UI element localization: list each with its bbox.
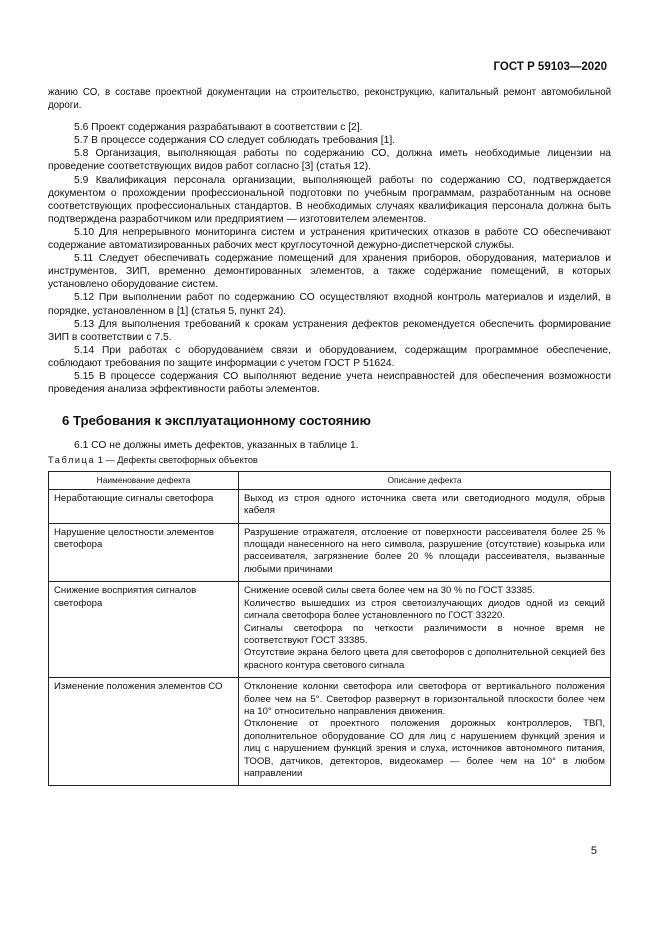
paragraph-6-1: 6.1 СО не должны иметь дефектов, указанных в таблице 1. — [74, 440, 359, 452]
paragraph-5-12: 5.12 При выполнении работ по содержанию СО осуществляют входной контроль материалов и изделий, в порядке, установленном в [1] (статья 5, пункт 24). — [48, 292, 611, 317]
description-line: Отклонение колонки светофора или светофора от вертикального положения более чем на 5°. Светофор развернут в горизонтальной плоскости более чем на 10° относительно направления движения. — [244, 681, 605, 717]
description-line: Сигналы светофора по четкости различимости в ночное время не соответствуют ГОСТ 33385. — [244, 622, 605, 646]
paragraph-5-11: 5.11 Следует обеспечивать содержание помещений для хранения приборов, оборудования, материалов и инструментов, ЗИП, временно демонтированных элементов, а также содержание помещений, в которых установлено оборудование систем. — [48, 253, 611, 291]
defect-description-cell: Разрушение отражателя, отслоение от поверхности рассеивателя более 25 % площади нанесенного на него символа, разрушение (отсутствие) козырька или рассеивателя, загрязнение более 20 % площади рассеивателя, вызванные любыми причинами — [239, 523, 611, 582]
paragraph-5-9: 5.9 Квалификация персонала организации, выполняющей работы по содержанию СО, подтверждается документом о прохождении профессиональной подготовки по учебным программам, разработанным на основе соответствующих профессиональных стандартов. В необходимых случаях квалификация персонала должна быть подтверждена разработчиком или предприятием — изготовителем элементов. — [48, 174, 611, 225]
description-line: Отклонение от проектного положения дорожных контроллеров, ТВП, дополнительное оборудование СО для лиц с нарушением функций зрения и лиц с нарушением функций зрения и слуха, источников автономного питания, ТООВ, датчиков, детекторов, видеокамер — более чем на 10° в любом направлении — [244, 718, 605, 779]
defect-name-cell: Снижение восприятия сигналов светофора — [49, 582, 239, 678]
defect-description-cell: Выход из строя одного источника света или светодиодного модуля, обрыв кабеля — [239, 489, 611, 523]
column-header-defect-description: Описание дефекта — [239, 472, 611, 489]
table-caption-title: 1 — Дефекты светофорных объектов — [95, 455, 258, 466]
defect-description-cell — [239, 678, 611, 786]
section-6-heading: 6 Требования к эксплуатационному состоянию — [62, 413, 371, 429]
document-code: ГОСТ Р 59103—2020 — [493, 61, 607, 73]
page-body — [48, 86, 611, 786]
table-caption-word: Таблица — [48, 455, 96, 466]
paragraph-5-13: 5.13 Для выполнения требований к срокам устранения дефектов рекомендуется обеспечить формирование ЗИП в соответствии с 7.5. — [48, 318, 611, 343]
table-row — [49, 678, 611, 786]
defect-name-cell: Изменение положения элементов СО — [49, 678, 239, 786]
column-header-defect-name: Наименование дефекта — [49, 472, 239, 489]
continued-paragraph: жанию СО, в составе проектной документации на строительство, реконструкцию, капитальный ремонт автомобильной дороги. — [48, 87, 611, 112]
paragraph-5-14: 5.14 При работах с оборудованием связи и оборудованием, содержащим программное обеспечение, соблюдают требования по защите информации с учетом ГОСТ Р 51624. — [48, 344, 611, 369]
table-row — [49, 489, 611, 523]
page-number: 5 — [590, 845, 597, 857]
paragraph-5-10: 5.10 Для непрерывного мониторинга систем и устранения критических отказов в работе СО обеспечивают содержание автоматизированных рабочих мест круглосуточной дежурно-диспетчерской службы. — [48, 226, 611, 252]
description-line: Отсутствие экрана белого цвета для светофоров с дополнительной секцией без красного контура светового сигнала — [244, 647, 605, 671]
defect-name-cell: Неработающие сигналы светофора — [49, 489, 239, 523]
paragraph-5-7: 5.7 В процессе содержания СО следует соблюдать требования [1]. — [74, 135, 396, 147]
defect-description-cell — [239, 582, 611, 678]
defect-name-cell: Нарушение целостности элементов светофора — [49, 523, 239, 582]
table-header-row — [49, 472, 611, 489]
paragraph-5-15: 5.15 В процессе содержания СО выполняют ведение учета неисправностей для обеспечения возможности проведения анализа эффективности работы элементов. — [48, 370, 611, 396]
description-line: Снижение осевой силы света более чем на 30 % по ГОСТ 33385. — [244, 585, 535, 597]
paragraph-5-6: 5.6 Проект содержания разрабатывают в соответствии с [2]. — [74, 122, 363, 134]
table-row — [49, 582, 611, 678]
description-line: Количество вышедших из строя светоизлучающих диодов одной из секций сигнала светофора более установленного по ГОСТ 33220. — [244, 597, 605, 622]
paragraph-5-8: 5.8 Организация, выполняющая работы по содержанию СО, должна иметь необходимые лицензии на проведение соответствующих видов работ согласно [3] (статья 12). — [48, 148, 611, 173]
table-caption — [48, 454, 611, 467]
table-row — [49, 523, 611, 582]
defects-table — [48, 471, 611, 786]
